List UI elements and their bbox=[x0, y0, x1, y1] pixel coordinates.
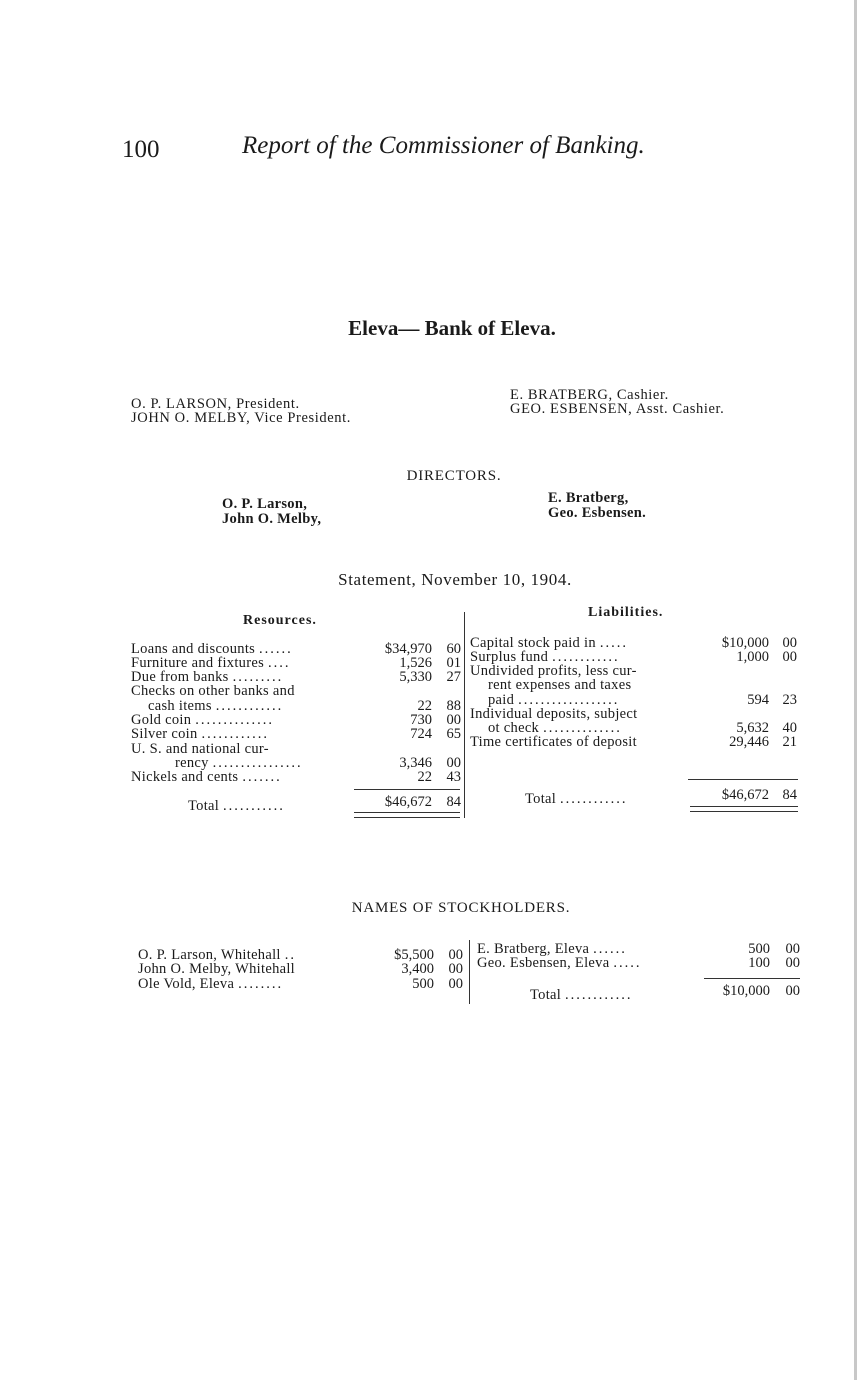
row-cents: 00 bbox=[446, 712, 461, 728]
stockholders-heading: NAMES OF STOCKHOLDERS. bbox=[351, 900, 571, 916]
director-name: E. Bratberg, bbox=[548, 490, 629, 506]
row-amount: 724 bbox=[410, 726, 432, 742]
row-label: cash items bbox=[148, 698, 212, 714]
officer-vice-president: JOHN O. MELBY, Vice President. bbox=[131, 410, 351, 426]
row-amount: 1,526 bbox=[399, 655, 432, 671]
leader-dots: .... bbox=[267, 655, 291, 671]
resource-row bbox=[131, 684, 295, 699]
row-amount: 100 bbox=[748, 955, 770, 971]
row-label: U. S. and national cur- bbox=[131, 741, 269, 757]
row-cents: 00 bbox=[446, 755, 461, 771]
statement-title: Statement, November 10, 1904. bbox=[338, 570, 572, 589]
row-amount: 29,446 bbox=[729, 734, 769, 750]
page-number: 100 bbox=[122, 136, 160, 163]
row-amount: $10,000 bbox=[721, 635, 769, 651]
row-label: Surplus fund bbox=[470, 649, 549, 665]
leader-dots: ...... bbox=[259, 641, 293, 657]
row-label: O. P. Larson, Whitehall bbox=[138, 947, 281, 963]
stockholders-total-label: Total ............ bbox=[530, 987, 633, 1003]
resource-row bbox=[131, 727, 269, 742]
row-cents: 01 bbox=[446, 655, 461, 671]
row-label: E. Bratberg, Eleva bbox=[477, 941, 590, 957]
row-cents: 00 bbox=[782, 635, 797, 651]
liabilities-total-cents: 84 bbox=[782, 787, 797, 803]
stockholder-row bbox=[138, 962, 295, 977]
row-cents: 00 bbox=[448, 961, 463, 977]
row-amount: $5,500 bbox=[394, 947, 434, 963]
row-cents: 23 bbox=[782, 692, 797, 708]
resource-row bbox=[131, 770, 282, 785]
liabilities-total-amount: $46,672 bbox=[721, 787, 769, 803]
row-label: Geo. Esbensen, Eleva bbox=[477, 955, 610, 971]
liabilities-heading: Liabilities. bbox=[588, 605, 664, 620]
row-label: paid bbox=[488, 692, 515, 708]
row-label: rency bbox=[175, 755, 209, 771]
leader-dots: ......... bbox=[232, 669, 284, 685]
leader-dots: .................. bbox=[518, 692, 620, 708]
row-label: Capital stock paid in bbox=[470, 635, 596, 651]
row-amount: 22 bbox=[417, 698, 432, 714]
leader-dots: ........ bbox=[238, 976, 284, 992]
row-cents: 00 bbox=[785, 941, 800, 957]
row-cents: 00 bbox=[448, 947, 463, 963]
leader-dots: .............. bbox=[543, 720, 622, 736]
row-cents: 00 bbox=[448, 976, 463, 992]
row-label: Nickels and cents bbox=[131, 769, 239, 785]
row-amount: 3,346 bbox=[399, 755, 432, 771]
row-label: Furniture and fixtures bbox=[131, 655, 265, 671]
resources-heading: Resources. bbox=[243, 613, 317, 628]
row-amount: 3,400 bbox=[401, 961, 434, 977]
liability-row bbox=[470, 735, 637, 750]
director-name: Geo. Esbensen. bbox=[548, 505, 647, 521]
row-amount: $34,970 bbox=[384, 641, 432, 657]
row-amount: 22 bbox=[417, 769, 432, 785]
row-label: Due from banks bbox=[131, 669, 229, 685]
officer-president: O. P. LARSON, President. bbox=[131, 396, 300, 412]
row-cents: 88 bbox=[446, 698, 461, 714]
leader-dots: .. bbox=[284, 947, 296, 963]
stockholders-column-divider bbox=[469, 940, 470, 1004]
row-amount: 730 bbox=[410, 712, 432, 728]
row-cents: 65 bbox=[446, 726, 461, 742]
bank-heading: Eleva— Bank of Eleva. bbox=[348, 316, 556, 340]
row-label: Gold coin bbox=[131, 712, 192, 728]
row-label: rent expenses and taxes bbox=[488, 677, 632, 693]
row-amount: 1,000 bbox=[736, 649, 769, 665]
row-label: Individual deposits, subject bbox=[470, 706, 638, 722]
row-cents: 27 bbox=[446, 669, 461, 685]
row-amount: 5,632 bbox=[736, 720, 769, 736]
resources-total-double-rule bbox=[354, 812, 460, 818]
directors-heading: DIRECTORS. bbox=[406, 468, 502, 484]
resources-total-label: Total ........... bbox=[188, 798, 285, 814]
row-cents: 00 bbox=[782, 649, 797, 665]
running-head: Report of the Commissioner of Banking. bbox=[242, 132, 645, 159]
row-amount: 5,330 bbox=[399, 669, 432, 685]
officer-cashier: E. BRATBERG, Cashier. bbox=[510, 387, 669, 403]
row-cents: 21 bbox=[782, 734, 797, 750]
stockholders-total-cents: 00 bbox=[785, 983, 800, 999]
stockholders-total-amount: $10,000 bbox=[722, 983, 770, 999]
row-cents: 40 bbox=[782, 720, 797, 736]
row-amount: 594 bbox=[747, 692, 769, 708]
row-amount: 500 bbox=[412, 976, 434, 992]
row-amount: 500 bbox=[748, 941, 770, 957]
leader-dots: .............. bbox=[195, 712, 274, 728]
stockholder-row bbox=[138, 977, 283, 992]
liability-row bbox=[488, 678, 631, 693]
director-name: John O. Melby, bbox=[222, 511, 322, 527]
liabilities-total-double-rule bbox=[690, 806, 798, 812]
leader-dots: ............ bbox=[552, 649, 620, 665]
row-label: Silver coin bbox=[131, 726, 198, 742]
director-name: O. P. Larson, bbox=[222, 496, 308, 512]
leader-dots: ...... bbox=[593, 941, 627, 957]
row-label: Undivided profits, less cur- bbox=[470, 663, 637, 679]
officer-asst-cashier: GEO. ESBENSEN, Asst. Cashier. bbox=[510, 401, 725, 417]
leader-dots: ................ bbox=[212, 755, 303, 771]
stockholders-total-rule bbox=[704, 978, 800, 979]
leader-dots: ..... bbox=[613, 955, 642, 971]
leader-dots: ....... bbox=[242, 769, 282, 785]
liabilities-total-label: Total ............ bbox=[525, 791, 628, 807]
row-cents: 60 bbox=[446, 641, 461, 657]
row-label: Time certificates of deposit bbox=[470, 734, 637, 750]
resources-total-amount: $46,672 bbox=[384, 794, 432, 810]
row-label: Checks on other banks and bbox=[131, 683, 295, 699]
resources-total-cents: 84 bbox=[446, 794, 461, 810]
leader-dots: ............ bbox=[201, 726, 269, 742]
row-label: ot check bbox=[488, 720, 540, 736]
leader-dots: ..... bbox=[599, 635, 628, 651]
leader-dots: ............ bbox=[215, 698, 284, 714]
row-label: Ole Vold, Eleva bbox=[138, 976, 235, 992]
row-label: Loans and discounts bbox=[131, 641, 256, 657]
row-label: John O. Melby, Whitehall bbox=[138, 961, 296, 977]
row-cents: 43 bbox=[446, 769, 461, 785]
liabilities-total-rule bbox=[688, 779, 798, 780]
stockholder-row bbox=[477, 956, 642, 971]
row-cents: 00 bbox=[785, 955, 800, 971]
resources-total-rule bbox=[354, 789, 460, 790]
statement-column-divider bbox=[464, 612, 465, 818]
